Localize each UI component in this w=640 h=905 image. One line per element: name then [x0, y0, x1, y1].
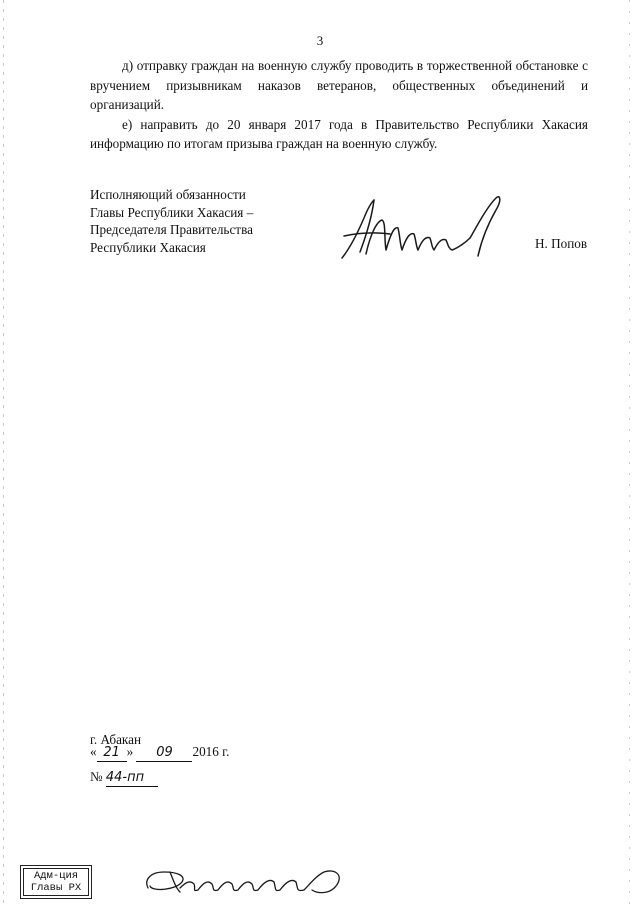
- signatory-title-line: Главы Республики Хакасия –: [90, 204, 254, 220]
- signatory-title: [90, 186, 253, 256]
- scan-left-edge: [3, 0, 4, 905]
- registration-stamp: [23, 868, 89, 896]
- stamp-line: Адм-ция: [33, 870, 79, 882]
- place-of-issue: г. Абакан: [90, 732, 142, 747]
- document-body: [90, 56, 588, 154]
- date-month: 09: [136, 745, 192, 762]
- scan-right-edge: [629, 0, 630, 905]
- stamp-line: Главы РХ: [30, 882, 82, 894]
- signatory-title-line: Республики Хакасия: [90, 239, 206, 255]
- date-close-quote: »: [126, 744, 134, 759]
- approval-signature: [140, 862, 355, 900]
- date-day: 21: [97, 745, 127, 762]
- number-sign: №: [90, 769, 103, 784]
- date-year: 2016 г.: [192, 744, 230, 759]
- document-number: [90, 769, 158, 787]
- date-open-quote: «: [90, 744, 97, 759]
- number-value: 44-пп: [106, 770, 158, 787]
- signatory-title-line: Исполняющий обязанности: [90, 187, 246, 202]
- handwritten-signature: [336, 192, 516, 264]
- document-date: [90, 744, 229, 762]
- paragraph-e: е) направить до 20 января 2017 года в Правительство Республики Хакасия информацию по итогам призыва граждан на военную службу.: [90, 116, 588, 151]
- page-number: 3: [316, 33, 324, 48]
- signer-name: Н. Попов: [535, 236, 588, 251]
- paragraph-d: д) отправку граждан на военную службу проводить в торжественной обстановке с вручением призывникам наказов ветеранов, общественных объединений и организаций.: [90, 58, 588, 112]
- signatory-title-line: Председателя Правительства: [90, 222, 253, 237]
